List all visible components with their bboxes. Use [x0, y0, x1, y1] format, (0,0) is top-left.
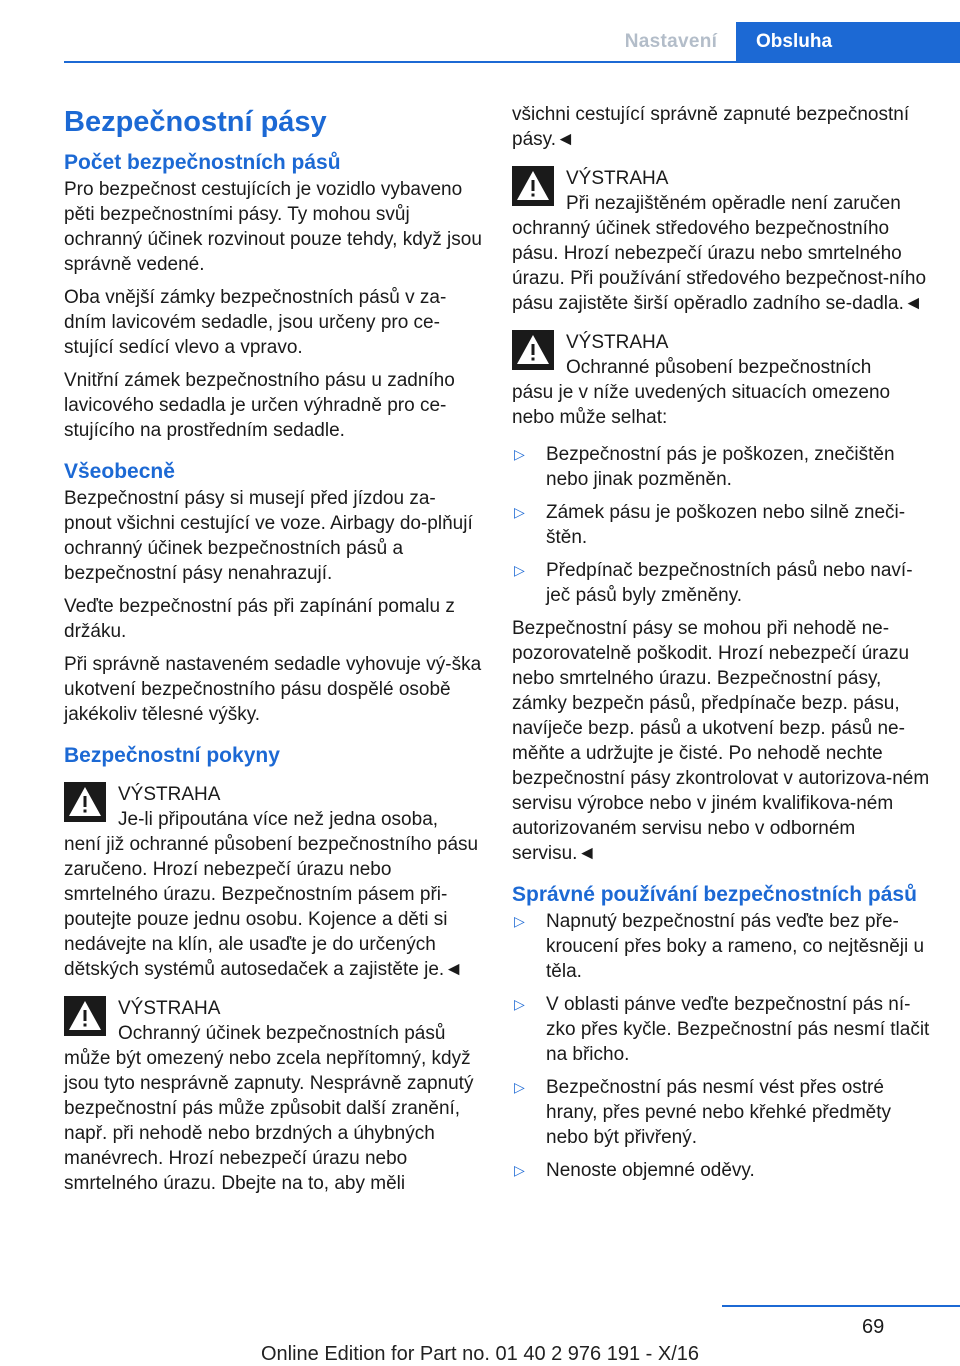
warning-text: může být omezený nebo zcela nepřítomný, když jsou tyto nesprávně zapnuty. Nesprávně zapnutý bezpečnostní pás může způsobit další zranění, např. při nehodě nebo brzdných a úhybných manévrech. Hrozí nebezpečí úrazu nebo smrtelného úrazu. Dbejte na to, aby měli [64, 1048, 474, 1194]
warning-block [512, 166, 930, 316]
warning-block [512, 330, 930, 430]
edition-footer: Online Edition for Part no. 01 40 2 976 191 - X/16 [260, 1343, 700, 1365]
footer-rule [722, 1305, 960, 1307]
warning-block [64, 782, 482, 982]
list-item: ▷ Předpínač bezpečnostních pásů nebo naví‐ječ pásů byly změněny. [514, 560, 913, 606]
warning-first-line: Ochranné působení bezpečnostních [566, 357, 872, 378]
left-column [64, 100, 482, 1208]
paragraph: Při správně nastaveném sedadle vyhovuje vý‐ška ukotvení bezpečnostního pásu dospělé osobě jakékoliv tělesné výšky. [64, 654, 482, 725]
warning-first-line: Ochranný účinek bezpečnostních pásů [118, 1023, 446, 1044]
warning-first-line: Při nezajištěném opěradle není zaručen [566, 193, 901, 214]
list-item: ▷ Napnutý bezpečnostní pás veďte bez pře‐kroucení přes boky a rameno, co nejtěsněji u těla. [514, 911, 925, 982]
triangle-bullet-icon: ▷ [514, 446, 525, 462]
triangle-bullet-icon: ▷ [514, 562, 525, 578]
list-item: ▷ Nenoste objemné oděvy. [514, 1160, 755, 1181]
triangle-bullet-icon: ▷ [514, 504, 525, 520]
heading-general: Všeobecně [64, 460, 175, 483]
warning-block [64, 996, 482, 1196]
heading-safety: Bezpečnostní pokyny [64, 744, 280, 767]
warning-text: není již ochranné působení bezpečnostního pásu zaručeno. Hrozí nebezpečí úrazu nebo smrtelného úrazu. Bezpečnostním pásem při‐poutejte pouze jednu osobu. Kojence a děti si nedávejte na klín, ale usaďte je do určených dětských systémů autosedaček a zajistěte je.◄ [64, 834, 479, 980]
warning-title: VÝSTRAHA [566, 332, 669, 353]
warning-text: ochranný účinek středového bezpečnostního pásu. Hrozí nebezpečí úrazu nebo smrtelného úrazu. Při používání středového bezpečnost‐ního pásu zajistěte širší opěradlo zadního se‐dadla.◄ [512, 218, 927, 314]
paragraph: Vnitřní zámek bezpečnostního pásu u zadního lavicového sedadla je určen výhradně pro ce‐stujícího na prostředním sedadle. [64, 370, 455, 441]
warning-title: VÝSTRAHA [566, 168, 669, 189]
list-item: ▷ Bezpečnostní pás je poškozen, znečištěn nebo jinak pozměněn. [514, 444, 895, 490]
warning-triangle-icon [64, 782, 106, 822]
heading-correct-use: Správné používání bezpečnostních pásů [512, 883, 917, 906]
page-number: 69 [862, 1316, 885, 1338]
warning-triangle-icon [512, 166, 554, 206]
warning-first-line: Je-li připoutána více než jedna osoba, [118, 809, 439, 830]
list-item: ▷ V oblasti pánve veďte bezpečnostní pás ní‐zko přes kyčle. Bezpečnostní pás nesmí tlačit na břicho. [514, 994, 930, 1065]
right-column [512, 102, 930, 1191]
warning-text: pásu je v níže uvedených situacích omezeno nebo může selhat: [512, 382, 891, 428]
paragraph: Bezpečnostní pásy si musejí před jízdou za‐pnout všichni cestující ve voze. Airbagy do‐plňují ochranný účinek bezpečnostních pásů a bezpečnostní pásy nenahrazují. [64, 488, 473, 584]
warning-list [512, 442, 930, 608]
triangle-bullet-icon: ▷ [514, 1079, 525, 1095]
page-title: Bezpečnostní pásy [64, 106, 327, 138]
tab-obsluha[interactable]: Obsluha [736, 22, 960, 62]
paragraph: Veďte bezpečnostní pás při zapínání pomalu z držáku. [64, 596, 455, 642]
paragraph: Bezpečnostní pásy se mohou při nehodě ne‐pozorovatelně poškodit. Hrozí nebezpečí úrazu nebo smrtelného úrazu. Bezpečnostní pásy, zámky bezpečn pásů, předpínače bezp. pásu, navíječe bezp. pásů a ukotvení bezp. pásů ne‐měňte a udržujte je čisté. Po nehodě nechte bezpečnostní pásy zkontrolovat v autorizova‐ném servisu výrobce nebo v jiném kvalifikova‐ném autorizovaném servisu nebo v odborném servisu.◄ [512, 618, 930, 864]
heading-belt-count: Počet bezpečnostních pásů [64, 151, 341, 174]
paragraph: Oba vnější zámky bezpečnostních pásů v za‐dním lavicovém sedadle, jsou určeny pro ce‐stující sedící vlevo a vpravo. [64, 287, 447, 358]
triangle-bullet-icon: ▷ [514, 996, 525, 1012]
usage-list [512, 909, 930, 1183]
list-item: ▷ Zámek pásu je poškozen nebo silně zneči‐štěn. [514, 502, 906, 548]
warning-title: VÝSTRAHA [118, 998, 221, 1019]
triangle-bullet-icon: ▷ [514, 913, 525, 929]
header-rule [64, 61, 960, 63]
warning-title: VÝSTRAHA [118, 784, 221, 805]
warning-triangle-icon [64, 996, 106, 1036]
paragraph: všichni cestující správně zapnuté bezpečnostní pásy.◄ [512, 104, 910, 150]
tab-nastaveni[interactable]: Nastavení [624, 31, 718, 52]
warning-triangle-icon [512, 330, 554, 370]
page-header [0, 0, 960, 62]
list-item: ▷ Bezpečnostní pás nesmí vést přes ostré hrany, přes pevné nebo křehké předměty nebo být přivřený. [514, 1077, 892, 1148]
triangle-bullet-icon: ▷ [514, 1162, 525, 1178]
paragraph: Pro bezpečnost cestujících je vozidlo vybaveno pěti bezpečnostními pásy. Ty mohou svůj ochranný účinek rozvinout pouze tehdy, když jsou správně vedené. [64, 179, 482, 275]
